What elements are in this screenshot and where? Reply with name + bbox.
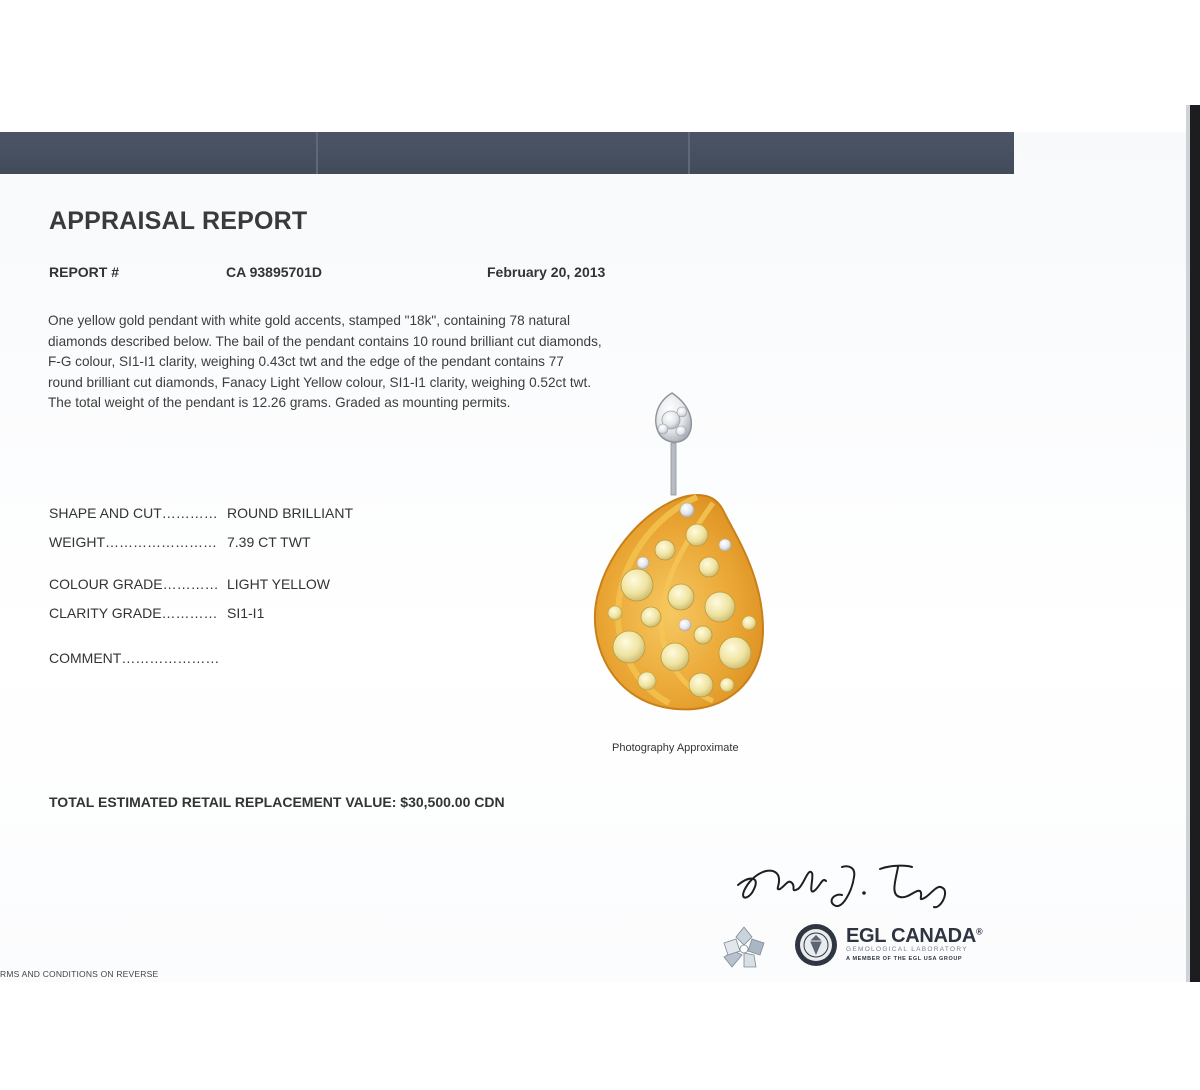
description-line: diamonds described below. The bail of the pendant contains 10 round brilliant cut diamonds, — [48, 333, 602, 349]
lab-name-text: EGL CANADA — [846, 925, 976, 947]
item-description — [48, 311, 638, 414]
page-edge — [1190, 105, 1200, 982]
spec-label-clarity: CLARITY GRADE………… — [49, 605, 218, 621]
lab-subtitle: GEMOLOGICAL LABORATORY — [846, 946, 968, 953]
description-line: The total weight of the pendant is 12.26 grams. Graded as mounting permits. — [48, 395, 511, 411]
header-band-seam — [688, 132, 690, 174]
header-band-seam — [316, 132, 318, 174]
description-line: One yellow gold pendant with white gold accents, stamped "18k", containing 78 natural — [48, 313, 571, 328]
report-number: CA 93895701D — [226, 264, 322, 280]
spec-label-weight: WEIGHT…………………… — [49, 534, 217, 550]
description-line: round brilliant cut diamonds, Fanacy Light Yellow colour, SI1-I1 clarity, weighing 0.52ct twt. — [48, 374, 592, 390]
report-title: APPRAISAL REPORT — [49, 207, 308, 235]
description-line: F-G colour, SI1-I1 clarity, weighing 0.43ct twt and the edge of the pendant contains 77 — [48, 354, 564, 370]
signature-image — [730, 855, 960, 915]
terms-note: RMS AND CONDITIONS ON REVERSE — [0, 969, 159, 979]
report-number-label: REPORT # — [49, 264, 120, 280]
lab-member-line: A MEMBER OF THE EGL USA GROUP — [846, 956, 963, 962]
registered-mark: ® — [975, 926, 983, 937]
lab-name — [846, 925, 982, 948]
spec-value-colour: LIGHT YELLOW — [227, 576, 330, 592]
photo-caption: Photography Approximate — [612, 742, 739, 754]
spec-value-weight: 7.39 CT TWT — [227, 534, 311, 550]
total-value: TOTAL ESTIMATED RETAIL REPLACEMENT VALUE: $30,500.00 CDN — [49, 794, 505, 810]
header-band — [0, 132, 1014, 174]
spec-value-shape-cut: ROUND BRILLIANT — [227, 505, 354, 521]
spec-value-clarity: SI1-I1 — [227, 605, 265, 621]
egl-seal-icon — [793, 922, 839, 968]
spec-label-shape-cut: SHAPE AND CUT………… — [49, 505, 218, 521]
report-date: February 20, 2013 — [487, 264, 606, 280]
diamond-flower-icon — [720, 925, 768, 971]
spec-label-colour: COLOUR GRADE………… — [49, 576, 219, 592]
pendant-photo — [585, 385, 775, 730]
spec-label-comment: COMMENT………………… — [49, 650, 220, 666]
